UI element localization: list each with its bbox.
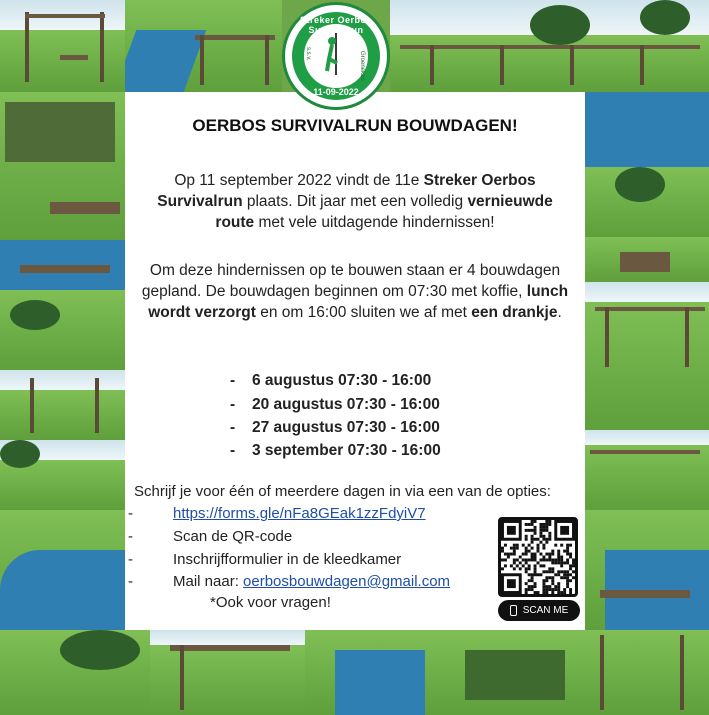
qr-module bbox=[539, 535, 542, 538]
qr-module bbox=[507, 556, 510, 559]
qr-module bbox=[534, 573, 537, 576]
bg-tile-fence bbox=[390, 0, 709, 92]
qr-module bbox=[537, 591, 540, 594]
qr-module bbox=[566, 544, 569, 547]
qr-module bbox=[572, 570, 575, 573]
qr-module bbox=[501, 547, 504, 550]
qr-module bbox=[528, 564, 531, 567]
qr-module bbox=[537, 573, 540, 576]
logo-club: s.s.v. bbox=[305, 47, 311, 61]
qr-module bbox=[551, 582, 554, 585]
qr-module bbox=[545, 526, 548, 529]
poster-title: OERBOS SURVIVALRUN BOUWDAGEN! bbox=[192, 116, 518, 135]
qr-module bbox=[542, 570, 545, 573]
qr-module bbox=[513, 544, 516, 547]
qr-module bbox=[548, 585, 551, 588]
text-run: en om 16:00 sluiten we af met bbox=[255, 304, 472, 321]
qr-module bbox=[531, 520, 534, 523]
qr-module bbox=[566, 582, 569, 585]
qr-module bbox=[560, 591, 563, 594]
qr-module bbox=[548, 567, 551, 570]
list-dash: - bbox=[128, 551, 133, 568]
qr-module bbox=[569, 579, 572, 582]
qr-module bbox=[557, 550, 560, 553]
qr-module bbox=[528, 567, 531, 570]
date-item bbox=[230, 442, 530, 460]
qr-module bbox=[525, 529, 528, 532]
qr-module bbox=[534, 582, 537, 585]
date-text: 27 augustus 07:30 - 16:00 bbox=[252, 419, 440, 436]
qr-module bbox=[566, 579, 569, 582]
logo-date: 11-09-2022 bbox=[313, 87, 359, 97]
date-text: 20 augustus 07:30 - 16:00 bbox=[252, 396, 440, 413]
bg-tile-bottom-b bbox=[150, 630, 305, 715]
qr-module bbox=[534, 526, 537, 529]
qr-module bbox=[548, 570, 551, 573]
qr-module bbox=[566, 570, 569, 573]
qr-module bbox=[522, 553, 525, 556]
qr-module bbox=[554, 558, 557, 561]
qr-module bbox=[569, 556, 572, 559]
qr-module bbox=[545, 588, 548, 591]
qr-module bbox=[551, 588, 554, 591]
qr-module bbox=[525, 561, 528, 564]
qr-module bbox=[516, 544, 519, 547]
qr-module bbox=[572, 558, 575, 561]
qr-module bbox=[557, 582, 560, 585]
qr-module bbox=[542, 585, 545, 588]
qr-module bbox=[545, 520, 548, 523]
qr-code[interactable] bbox=[498, 517, 578, 597]
qr-module bbox=[539, 553, 542, 556]
option-mail bbox=[128, 573, 488, 590]
qr-module bbox=[560, 570, 563, 573]
qr-module bbox=[510, 564, 513, 567]
bg-tile-right-e bbox=[585, 430, 709, 510]
qr-module bbox=[528, 544, 531, 547]
qr-module bbox=[528, 585, 531, 588]
qr-module bbox=[569, 573, 572, 576]
qr-module bbox=[569, 564, 572, 567]
qr-module bbox=[542, 529, 545, 532]
qr-module bbox=[531, 588, 534, 591]
bg-tile-right-c bbox=[585, 237, 709, 282]
qr-module bbox=[537, 550, 540, 553]
list-dash: - bbox=[128, 573, 133, 590]
qr-module bbox=[531, 541, 534, 544]
date-item bbox=[230, 396, 530, 414]
list-dash: - bbox=[230, 442, 236, 459]
option-text: Scan de QR-code bbox=[173, 528, 293, 545]
qr-module bbox=[560, 564, 563, 567]
signup-intro: Schrijf je voor één of meerdere dagen in via een van de opties: bbox=[134, 483, 551, 500]
qr-module bbox=[563, 561, 566, 564]
qr-module bbox=[557, 585, 560, 588]
qr-module bbox=[560, 576, 563, 579]
qr-module bbox=[542, 547, 545, 550]
qr-module bbox=[545, 523, 548, 526]
qr-module bbox=[563, 591, 566, 594]
qr-module bbox=[539, 541, 542, 544]
qr-module bbox=[542, 564, 545, 567]
qr-module bbox=[539, 558, 542, 561]
list-dash: - bbox=[230, 396, 236, 413]
qr-module bbox=[534, 564, 537, 567]
qr-module bbox=[525, 538, 528, 541]
qr-module bbox=[545, 558, 548, 561]
qr-module bbox=[534, 538, 537, 541]
qr-module bbox=[525, 553, 528, 556]
qr-module bbox=[513, 553, 516, 556]
qr-module bbox=[534, 532, 537, 535]
qr-module bbox=[534, 553, 537, 556]
qr-module bbox=[545, 538, 548, 541]
qr-module bbox=[560, 558, 563, 561]
qr-module bbox=[542, 544, 545, 547]
text-run: Op 11 september 2022 vindt de 11e bbox=[174, 172, 424, 189]
qr-module bbox=[551, 561, 554, 564]
qr-module bbox=[551, 553, 554, 556]
qr-module bbox=[545, 529, 548, 532]
qr-module bbox=[545, 579, 548, 582]
qr-module bbox=[501, 550, 504, 553]
qr-module bbox=[528, 558, 531, 561]
qr-module bbox=[531, 523, 534, 526]
qr-module bbox=[525, 591, 528, 594]
qr-module bbox=[557, 570, 560, 573]
qr-module bbox=[545, 585, 548, 588]
intro-paragraph bbox=[140, 170, 570, 233]
qr-module bbox=[516, 558, 519, 561]
qr-module bbox=[531, 529, 534, 532]
qr-module bbox=[534, 567, 537, 570]
bg-tile-rafts bbox=[0, 240, 125, 370]
qr-module bbox=[569, 567, 572, 570]
qr-module bbox=[501, 567, 504, 570]
qr-module bbox=[516, 547, 519, 550]
qr-module bbox=[522, 564, 525, 567]
qr-module bbox=[572, 561, 575, 564]
qr-module bbox=[528, 579, 531, 582]
qr-module bbox=[548, 520, 551, 523]
qr-module bbox=[504, 544, 507, 547]
qr-module bbox=[545, 541, 548, 544]
phone-icon bbox=[510, 605, 517, 616]
qr-module bbox=[563, 576, 566, 579]
build-days-paragraph bbox=[140, 260, 570, 323]
qr-module bbox=[525, 570, 528, 573]
qr-module bbox=[531, 538, 534, 541]
qr-module bbox=[548, 523, 551, 526]
qr-module bbox=[551, 576, 554, 579]
qr-module bbox=[542, 558, 545, 561]
qr-module bbox=[510, 553, 513, 556]
qr-module bbox=[525, 567, 528, 570]
option-text: Mail naar: bbox=[173, 573, 244, 590]
qr-module bbox=[537, 547, 540, 550]
qr-module bbox=[537, 538, 540, 541]
qr-module bbox=[510, 547, 513, 550]
qr-module bbox=[563, 573, 566, 576]
bg-tile-frame bbox=[125, 0, 282, 92]
qr-module bbox=[566, 558, 569, 561]
form-link[interactable]: https://forms.gle/nFa8GEak1zzFdyiV7 bbox=[173, 505, 426, 522]
qr-module bbox=[525, 523, 528, 526]
qr-module bbox=[542, 535, 545, 538]
date-item bbox=[230, 419, 530, 437]
qr-module bbox=[551, 567, 554, 570]
qr-module bbox=[551, 558, 554, 561]
qr-module bbox=[504, 553, 507, 556]
qr-module bbox=[539, 564, 542, 567]
qr-module bbox=[566, 573, 569, 576]
qr-module bbox=[557, 561, 560, 564]
qr-module bbox=[542, 523, 545, 526]
qr-module bbox=[554, 544, 557, 547]
bg-tile-bottom-a bbox=[0, 630, 150, 715]
qr-module bbox=[534, 585, 537, 588]
text-run: Om deze hindernissen op te bouwen staan er 4 bouwdagen gepland. De bouwdagen beginnen om 07:30 met koffie, bbox=[141, 262, 561, 300]
qr-module bbox=[513, 567, 516, 570]
bg-tile-right-d bbox=[585, 282, 709, 430]
bg-tile-net bbox=[0, 92, 125, 240]
qr-module bbox=[504, 564, 507, 567]
qr-module bbox=[554, 573, 557, 576]
qr-module bbox=[519, 561, 522, 564]
bg-tile-bottom-c bbox=[305, 630, 455, 715]
qr-module bbox=[557, 591, 560, 594]
qr-module bbox=[525, 550, 528, 553]
qr-module bbox=[525, 547, 528, 550]
qr-module bbox=[531, 558, 534, 561]
qr-module bbox=[554, 585, 557, 588]
qr-module bbox=[531, 535, 534, 538]
qr-module bbox=[504, 558, 507, 561]
qr-module bbox=[531, 556, 534, 559]
qr-module bbox=[548, 553, 551, 556]
qr-module bbox=[563, 588, 566, 591]
qr-module bbox=[557, 558, 560, 561]
qr-module bbox=[545, 570, 548, 573]
qr-module bbox=[542, 556, 545, 559]
qr-module bbox=[545, 576, 548, 579]
qr-module bbox=[554, 588, 557, 591]
qr-module bbox=[528, 550, 531, 553]
qr-module bbox=[542, 579, 545, 582]
bg-tile-bottom-d bbox=[455, 630, 580, 715]
bg-tile-canoes bbox=[0, 510, 125, 630]
bg-tile-right-b bbox=[585, 167, 709, 237]
qr-module bbox=[534, 529, 537, 532]
bg-tile-swing bbox=[0, 0, 125, 92]
qr-module bbox=[534, 520, 537, 523]
qr-module bbox=[519, 567, 522, 570]
qr-module bbox=[551, 570, 554, 573]
qr-module bbox=[542, 582, 545, 585]
bg-tile-right-f bbox=[585, 510, 709, 630]
qr-module bbox=[566, 547, 569, 550]
date-text: 3 september 07:30 - 16:00 bbox=[252, 442, 441, 459]
qr-module bbox=[566, 550, 569, 553]
qr-module bbox=[542, 591, 545, 594]
qr-module bbox=[560, 556, 563, 559]
qr-module bbox=[569, 553, 572, 556]
qr-module bbox=[501, 558, 504, 561]
qr-module bbox=[569, 591, 572, 594]
date-item bbox=[230, 372, 530, 390]
qr-module bbox=[557, 573, 560, 576]
qr-module bbox=[563, 570, 566, 573]
qr-module bbox=[537, 561, 540, 564]
qr-module bbox=[539, 526, 542, 529]
list-dash: - bbox=[230, 372, 236, 389]
qr-module bbox=[548, 556, 551, 559]
bold-run: vernieuwde route bbox=[215, 193, 553, 231]
qr-module bbox=[534, 556, 537, 559]
qr-module bbox=[551, 579, 554, 582]
qr-module bbox=[554, 561, 557, 564]
qr-module bbox=[519, 556, 522, 559]
bg-tile-right-a bbox=[585, 92, 709, 167]
qr-module bbox=[534, 558, 537, 561]
qr-module bbox=[522, 558, 525, 561]
qr-module bbox=[542, 588, 545, 591]
qr-module bbox=[525, 582, 528, 585]
qr-module bbox=[513, 547, 516, 550]
qr-module bbox=[539, 523, 542, 526]
qr-module bbox=[566, 585, 569, 588]
qr-module bbox=[531, 573, 534, 576]
qr-module bbox=[569, 544, 572, 547]
qr-module bbox=[531, 553, 534, 556]
qr-module bbox=[560, 544, 563, 547]
qr-module bbox=[528, 573, 531, 576]
mail-link[interactable]: oerbosbouwdagen@gmail.com bbox=[243, 573, 451, 590]
qr-module bbox=[522, 544, 525, 547]
climber-icon bbox=[323, 33, 349, 75]
qr-module bbox=[551, 591, 554, 594]
qr-module bbox=[513, 558, 516, 561]
qr-module bbox=[569, 588, 572, 591]
list-dash: - bbox=[128, 528, 133, 545]
qr-module bbox=[539, 529, 542, 532]
qr-module bbox=[531, 576, 534, 579]
qr-module bbox=[563, 550, 566, 553]
qr-module bbox=[557, 588, 560, 591]
qr-module bbox=[545, 591, 548, 594]
bg-tile-posts bbox=[0, 370, 125, 440]
questions-note: *Ook voor vragen! bbox=[210, 594, 331, 611]
qr-module bbox=[572, 564, 575, 567]
qr-module bbox=[525, 535, 528, 538]
qr-module bbox=[566, 553, 569, 556]
qr-module bbox=[528, 588, 531, 591]
qr-module bbox=[560, 561, 563, 564]
bg-tile-field bbox=[0, 440, 125, 510]
qr-module bbox=[548, 535, 551, 538]
logo-name: Streker Oerbos Survivalrun bbox=[299, 15, 373, 35]
list-dash: - bbox=[128, 505, 133, 522]
qr-module bbox=[545, 553, 548, 556]
text-run: met vele uitdagende hindernissen! bbox=[254, 214, 495, 231]
qr-code-icon bbox=[501, 520, 575, 594]
qr-module bbox=[548, 558, 551, 561]
option-qr bbox=[128, 528, 488, 545]
qr-module bbox=[531, 579, 534, 582]
qr-module bbox=[557, 553, 560, 556]
text-run: . bbox=[557, 304, 562, 321]
qr-module bbox=[528, 523, 531, 526]
qr-module bbox=[542, 526, 545, 529]
bg-tile-bottom-e bbox=[580, 630, 709, 715]
list-dash: - bbox=[230, 419, 236, 436]
qr-module bbox=[548, 576, 551, 579]
qr-module bbox=[548, 538, 551, 541]
qr-module bbox=[525, 588, 528, 591]
scan-me-badge bbox=[498, 600, 580, 621]
option-paper bbox=[128, 551, 488, 568]
scan-me-label: SCAN ME bbox=[522, 605, 569, 616]
option-text: Inschrijfformulier in de kleedkamer bbox=[173, 551, 402, 568]
text-run: plaats. Dit jaar met een volledig bbox=[242, 193, 468, 210]
option-form bbox=[128, 505, 488, 522]
qr-module bbox=[516, 564, 519, 567]
qr-module bbox=[525, 558, 528, 561]
qr-module bbox=[537, 544, 540, 547]
qr-module bbox=[531, 585, 534, 588]
qr-module bbox=[534, 591, 537, 594]
qr-module bbox=[528, 529, 531, 532]
qr-module bbox=[542, 538, 545, 541]
qr-module bbox=[513, 550, 516, 553]
qr-module bbox=[566, 561, 569, 564]
qr-module bbox=[548, 532, 551, 535]
qr-module bbox=[534, 570, 537, 573]
qr-module bbox=[557, 556, 560, 559]
qr-module bbox=[513, 561, 516, 564]
bold-run: Streker Oerbos Survivalrun bbox=[157, 172, 536, 210]
qr-module bbox=[551, 550, 554, 553]
qr-module bbox=[572, 576, 575, 579]
logo-location: Groenekan bbox=[359, 51, 365, 81]
bold-run: lunch wordt verzorgt bbox=[148, 283, 569, 321]
club-logo bbox=[282, 2, 390, 110]
qr-module bbox=[548, 588, 551, 591]
qr-module bbox=[531, 547, 534, 550]
date-text: 6 augustus 07:30 - 16:00 bbox=[252, 372, 432, 389]
bold-run: een drankje bbox=[471, 304, 558, 321]
qr-module bbox=[539, 573, 542, 576]
qr-module bbox=[507, 553, 510, 556]
qr-module bbox=[566, 576, 569, 579]
qr-module bbox=[539, 532, 542, 535]
